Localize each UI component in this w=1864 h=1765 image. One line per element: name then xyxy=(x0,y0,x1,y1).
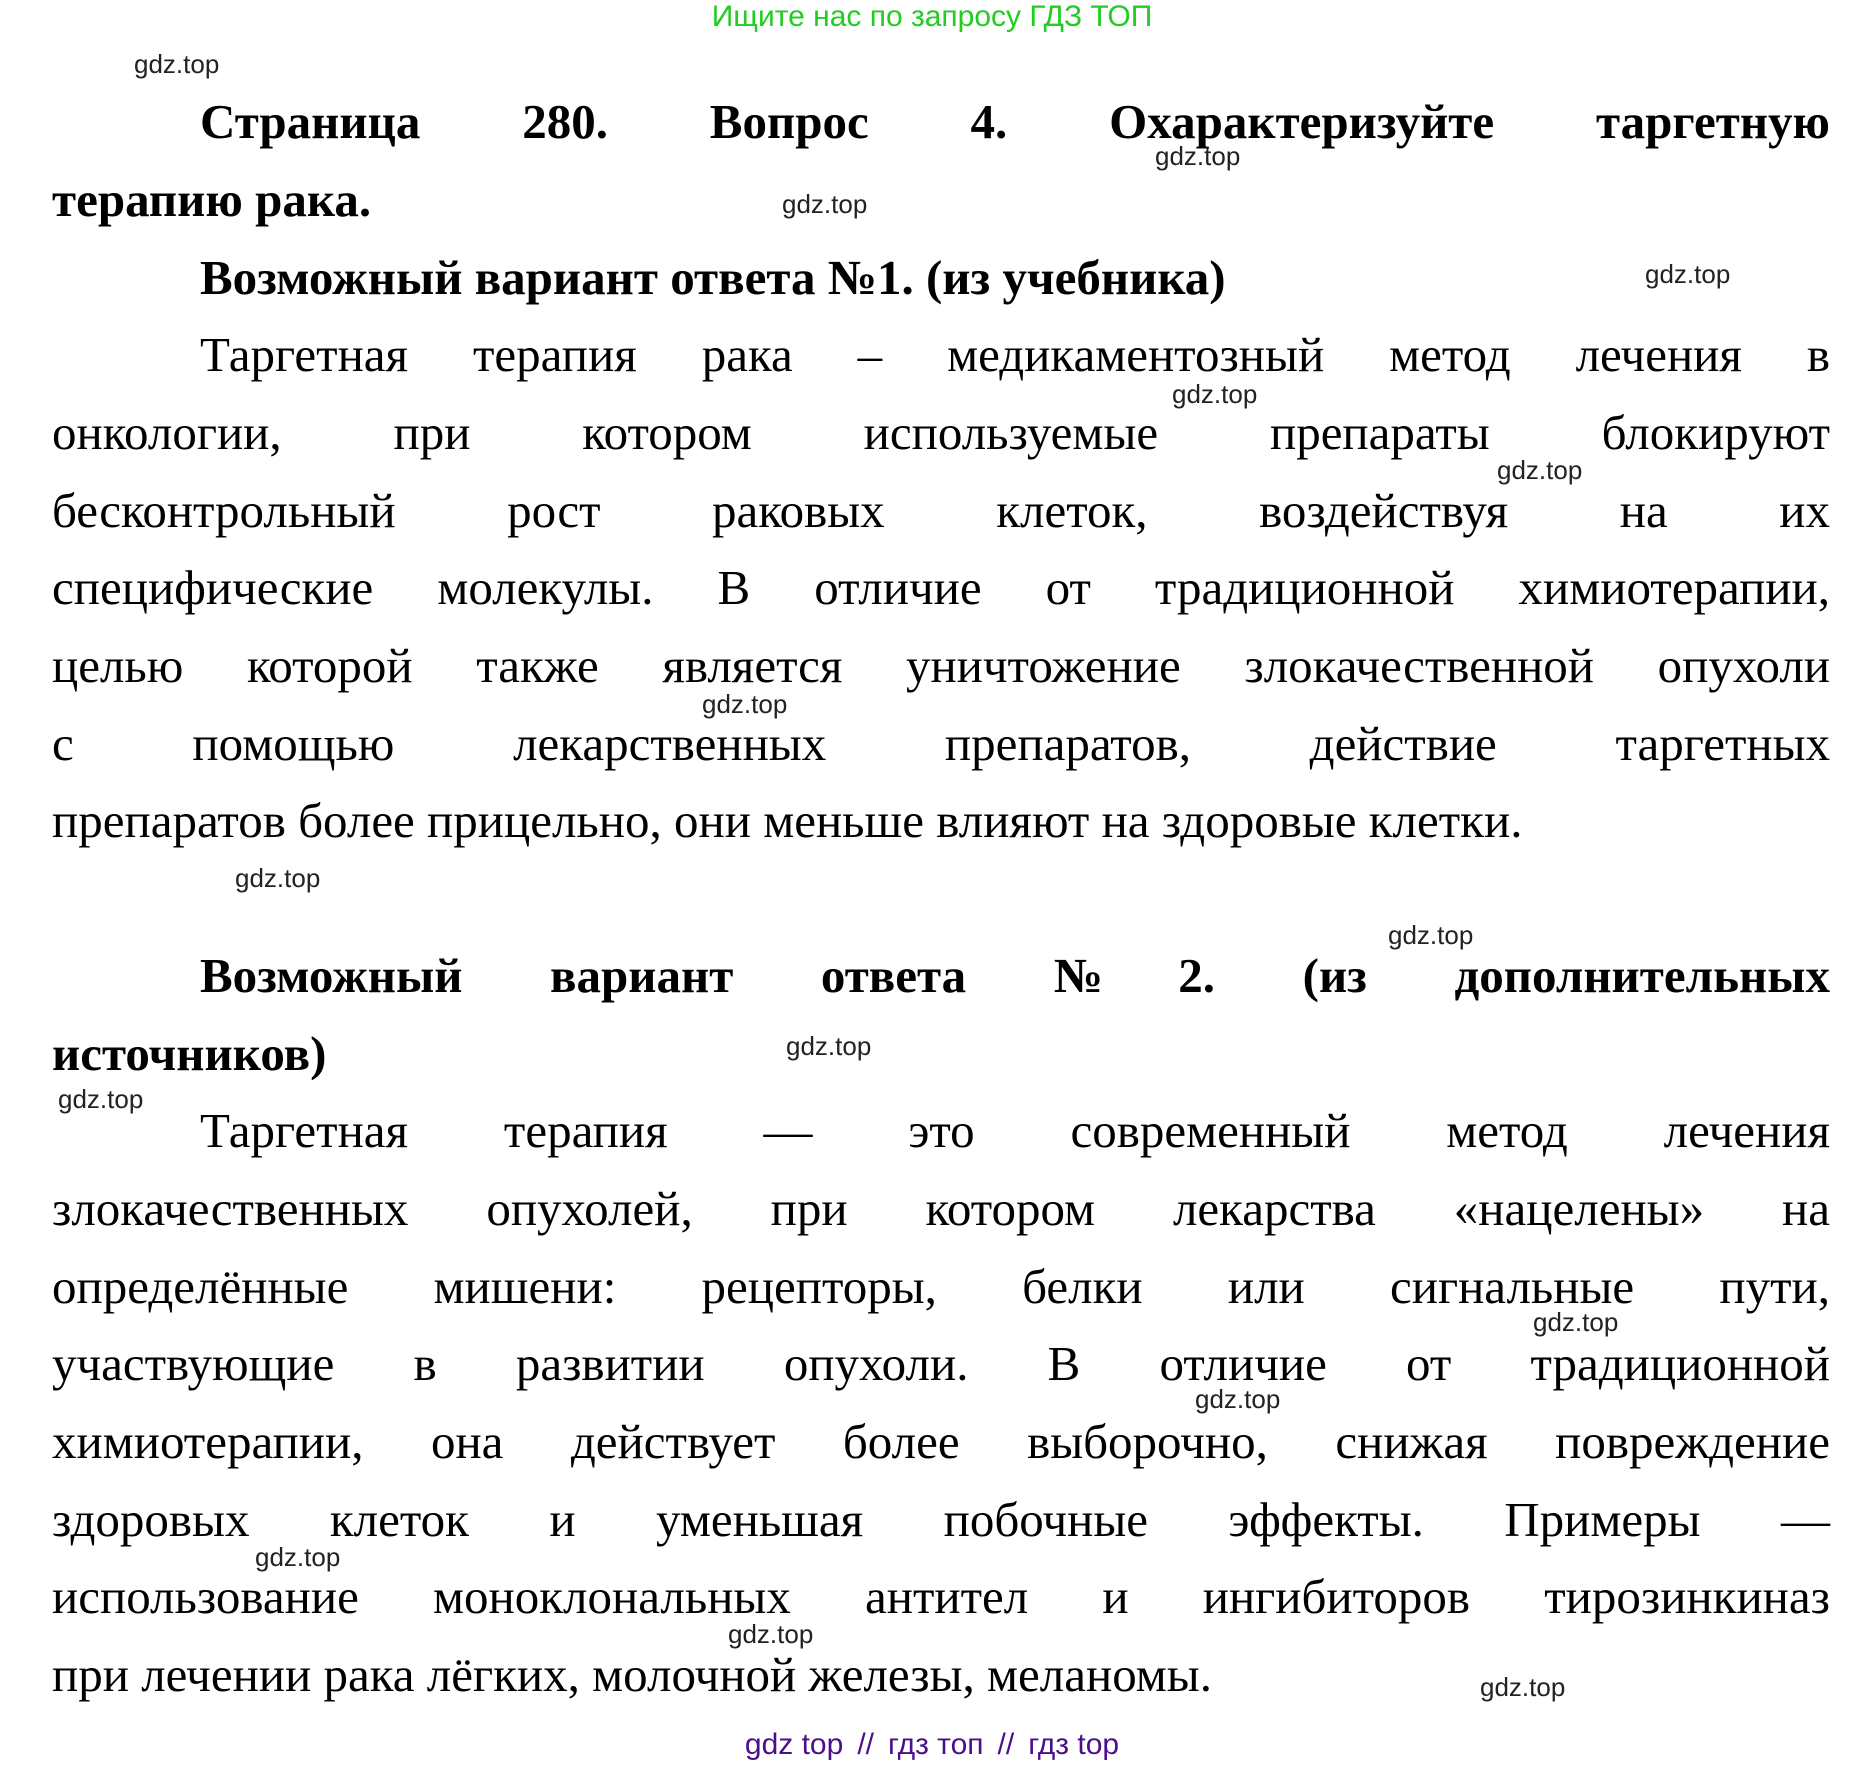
footer-link[interactable]: гдз top xyxy=(1028,1728,1120,1761)
paragraph-line: химиотерапии, она действует более выборочно, снижая повреждение xyxy=(52,1414,1830,1469)
question-line: Страница 280. Вопрос 4. Охарактеризуйте таргетную xyxy=(200,94,1830,149)
question-line: терапию рака. xyxy=(52,172,372,227)
search-banner: Ищите нас по запросу ГДЗ ТОП xyxy=(711,0,1153,33)
watermark: gdz.top xyxy=(134,49,220,79)
watermark: gdz.top xyxy=(786,1031,872,1061)
paragraph-line: бесконтрольный рост раковых клеток, воздействуя на их xyxy=(52,483,1830,538)
watermark: gdz.top xyxy=(235,863,321,893)
answer-2-heading: Возможный вариант ответа №2. (из дополнительных xyxy=(200,948,1830,1003)
footer-separator: // xyxy=(997,1728,1015,1761)
paragraph-line: определённые мишени: рецепторы, белки или сигнальные пути, xyxy=(52,1259,1830,1314)
answer-1-heading: Возможный вариант ответа №1. (из учебника) xyxy=(200,250,1226,305)
paragraph-line: здоровых клеток и уменьшая побочные эффекты. Примеры — xyxy=(52,1492,1830,1547)
watermark: gdz.top xyxy=(1497,455,1583,485)
footer-link[interactable]: гдз топ xyxy=(887,1728,984,1761)
paragraph-line: онкологии, при котором используемые препараты блокируют xyxy=(52,405,1830,460)
watermark: gdz.top xyxy=(728,1619,814,1649)
watermark: gdz.top xyxy=(702,689,788,719)
watermark: gdz.top xyxy=(255,1542,341,1572)
watermark: gdz.top xyxy=(1533,1307,1619,1337)
watermark: gdz.top xyxy=(782,189,868,219)
paragraph-line: Таргетная терапия — это современный метод лечения xyxy=(200,1103,1830,1158)
watermark: gdz.top xyxy=(1645,259,1731,289)
footer xyxy=(0,1728,1864,1762)
watermark: gdz.top xyxy=(1172,379,1258,409)
answer-2-heading: источников) xyxy=(52,1026,327,1081)
paragraph-line: препаратов более прицельно, они меньше влияют на здоровые клетки. xyxy=(52,793,1523,848)
watermark: gdz.top xyxy=(1155,141,1241,171)
paragraph-line: целью которой также является уничтожение злокачественной опухоли xyxy=(52,638,1830,693)
paragraph-line: участвующие в развитии опухоли. В отличие от традиционной xyxy=(52,1336,1830,1391)
paragraph-line: злокачественных опухолей, при котором лекарства «нацелены» на xyxy=(52,1181,1830,1236)
watermark: gdz.top xyxy=(58,1084,144,1114)
footer-separator: // xyxy=(857,1728,874,1761)
paragraph-line: использование моноклональных антител и ингибиторов тирозинкиназ xyxy=(52,1569,1830,1624)
watermark: gdz.top xyxy=(1480,1672,1566,1702)
paragraph-line: Таргетная терапия рака – медикаментозный метод лечения в xyxy=(200,327,1830,382)
watermark: gdz.top xyxy=(1195,1384,1281,1414)
footer-link[interactable]: gdz top xyxy=(744,1728,844,1761)
watermark: gdz.top xyxy=(1388,920,1474,950)
paragraph-line: при лечении рака лёгких, молочной железы, меланомы. xyxy=(52,1647,1212,1702)
paragraph-line: специфические молекулы. В отличие от традиционной химиотерапии, xyxy=(52,560,1830,615)
paragraph-line: с помощью лекарственных препаратов, действие таргетных xyxy=(52,716,1830,771)
